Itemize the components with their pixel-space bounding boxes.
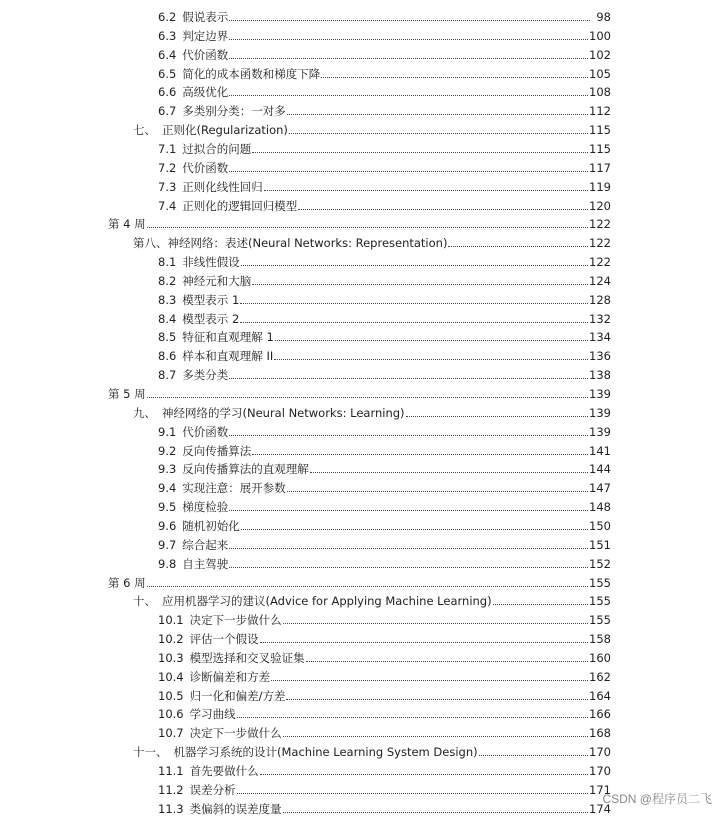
toc-entry-title: 过拟合的问题 [182, 141, 252, 156]
toc-entry-title: 判定边界 [182, 28, 229, 43]
toc-page-number: 122 [589, 217, 611, 232]
dot-leader [252, 454, 588, 455]
toc-section-entry[interactable] [158, 25, 611, 43]
toc-entry-number: 9.3 [158, 462, 177, 477]
toc-page-number: 128 [589, 292, 611, 307]
toc-page-number: 150 [589, 518, 611, 533]
toc-entry-title: 样本和直观理解 II [182, 349, 274, 364]
toc-entry-number: 9.2 [158, 443, 177, 458]
toc-section-entry[interactable] [158, 195, 611, 213]
toc-page-number: 162 [589, 669, 611, 684]
toc-section-entry[interactable] [158, 251, 611, 269]
dot-leader [240, 303, 588, 304]
dot-leader [229, 378, 588, 379]
toc-page-number: 117 [589, 160, 611, 175]
toc-page-number: 144 [589, 462, 611, 477]
toc-entry-number: 8.5 [158, 330, 177, 345]
toc-page-number: 147 [589, 481, 611, 496]
toc-entry-title: 学习曲线 [189, 707, 236, 722]
toc-page-number: 170 [589, 745, 611, 760]
toc-entry-number: 9.1 [158, 424, 177, 439]
toc-entry-title: 决定下一步做什么 [189, 613, 282, 628]
toc-page-number: 102 [589, 47, 611, 62]
toc-page-number: 155 [589, 594, 611, 609]
toc-entry-title: 评估一个假设 [189, 632, 259, 647]
toc-entry-number: 6.3 [158, 28, 177, 43]
dot-leader [229, 510, 588, 511]
dot-leader [147, 586, 588, 587]
toc-entry-title: 类偏斜的误差度量 [189, 801, 282, 816]
toc-entry-number: 8.4 [158, 311, 177, 326]
toc-entry-number: 10.6 [158, 707, 184, 722]
toc-page-number: 120 [589, 198, 611, 213]
dot-leader [406, 416, 589, 417]
toc-page-number: 148 [589, 500, 611, 515]
dot-leader [260, 642, 588, 643]
dot-leader [321, 77, 588, 78]
toc-page-number: 122 [589, 255, 611, 270]
toc-entry-title: 随机初始化 [182, 518, 240, 533]
toc-section-entry[interactable] [158, 44, 611, 62]
dot-leader [252, 284, 588, 285]
toc-page-number: 124 [589, 273, 611, 288]
toc-entry-number: 10.5 [158, 688, 184, 703]
toc-section-entry[interactable] [158, 647, 611, 665]
toc-entry-number: 6.5 [158, 66, 177, 81]
toc-page-number: 134 [589, 330, 611, 345]
toc-section-entry[interactable] [158, 308, 611, 326]
toc-chapter-entry[interactable] [133, 741, 611, 759]
csdn-watermark: CSDN @程序员二飞 [602, 792, 712, 806]
toc-entry-number: 十、 [133, 594, 156, 609]
toc-section-entry[interactable] [158, 345, 611, 363]
dot-leader [240, 322, 588, 323]
toc-entry-title: 代价函数 [182, 424, 229, 439]
toc-entry-number: 6.2 [158, 10, 177, 24]
toc-entry-number: 10.1 [158, 613, 184, 628]
toc-entry-number: 6.7 [158, 104, 177, 119]
toc-section-entry[interactable] [158, 176, 611, 194]
toc-entry-title: 模型表示 2 [182, 311, 240, 326]
toc-entry-title: 多类分类 [182, 368, 229, 383]
toc-entry-number: 七、 [133, 123, 156, 138]
toc-entry-title: 正则化(Regularization) [162, 123, 288, 138]
toc-page-number: 98 [596, 10, 611, 24]
toc-entry-title: 高级优化 [182, 85, 229, 100]
toc-entry-number: 10.3 [158, 650, 184, 665]
toc-section-entry[interactable] [158, 553, 611, 571]
dot-leader [289, 133, 588, 134]
toc-entry-title: 反向传播算法的直观理解 [182, 462, 309, 477]
toc-section-entry[interactable] [158, 270, 611, 288]
dot-leader [493, 604, 588, 605]
toc-page-number: 155 [589, 575, 611, 590]
toc-page-number: 138 [589, 368, 611, 383]
toc-page-number: 174 [589, 801, 611, 816]
dot-leader [229, 58, 588, 59]
toc-section-entry[interactable] [158, 477, 611, 495]
toc-section-entry[interactable] [158, 100, 611, 118]
toc-entry-title: 实现注意：展开参数 [182, 481, 286, 496]
toc-section-entry[interactable] [158, 289, 611, 307]
toc-entry-number: 9.8 [158, 556, 177, 571]
toc-entry-number: 10.2 [158, 632, 184, 647]
toc-page-number: 168 [589, 726, 611, 741]
toc-section-entry[interactable] [158, 63, 611, 81]
toc-page-number: 100 [589, 28, 611, 43]
toc-chapter-entry[interactable] [133, 119, 611, 137]
toc-entry-title: 神经元和大脑 [182, 273, 252, 288]
toc-entry-title: 简化的成本函数和梯度下降 [182, 66, 321, 81]
toc-week-entry[interactable] [108, 572, 611, 590]
dot-leader [252, 152, 588, 153]
toc-entry-title: 神经网络的学习(Neural Networks: Learning) [162, 405, 405, 420]
toc-page-number: 115 [589, 141, 611, 156]
toc-page-number: 141 [589, 443, 611, 458]
toc-page-number: 164 [589, 688, 611, 703]
toc-page-number: 155 [589, 613, 611, 628]
toc-entry-number: 8.2 [158, 273, 177, 288]
toc-section-entry[interactable] [158, 81, 611, 99]
toc-entry-title: 模型选择和交叉验证集 [189, 650, 305, 665]
dot-leader [229, 435, 588, 436]
toc-week-entry[interactable] [108, 383, 611, 401]
dot-leader [229, 171, 588, 172]
dot-leader [229, 548, 588, 549]
toc-entry-number: 9.6 [158, 518, 177, 533]
toc-section-entry[interactable] [158, 779, 611, 797]
toc-entry-number: 9.4 [158, 481, 177, 496]
toc-section-entry[interactable] [158, 6, 611, 24]
dot-leader [229, 567, 588, 568]
toc-page-number: 152 [589, 556, 611, 571]
dot-leader [275, 340, 588, 341]
toc-section-entry[interactable] [158, 534, 611, 552]
toc-entry-number: 6.6 [158, 85, 177, 100]
toc-section-entry[interactable] [158, 458, 611, 476]
toc-entry-number: 8.3 [158, 292, 177, 307]
toc-entry-title: 第八、神经网络：表述(Neural Networks: Representation) [133, 236, 448, 251]
toc-entry-title: 首先要做什么 [189, 764, 259, 778]
toc-section-entry[interactable] [158, 685, 611, 703]
toc-week-entry[interactable] [108, 213, 611, 231]
toc-chapter-entry[interactable] [133, 590, 611, 608]
toc-entry-number: 7.4 [158, 198, 177, 213]
toc-page-number: 136 [589, 349, 611, 364]
toc-page-number: 160 [589, 650, 611, 665]
toc-entry-title: 第 4 周 [108, 217, 146, 232]
toc-page-number: 171 [589, 782, 611, 797]
toc-entry-number: 11.1 [158, 764, 184, 778]
dot-leader [283, 623, 588, 624]
toc-entry-title: 梯度检验 [182, 500, 229, 515]
toc-page-number: 139 [589, 424, 611, 439]
dot-leader [237, 717, 588, 718]
toc-entry-title: 多类别分类：一对多 [182, 104, 286, 119]
toc-entry-title: 正则化的逻辑回归模型 [182, 198, 298, 213]
dot-leader [241, 529, 588, 530]
toc-entry-number: 9.5 [158, 500, 177, 515]
dot-leader [479, 755, 588, 756]
dot-leader [283, 812, 588, 813]
dot-leader [260, 774, 588, 775]
toc-entry-number: 8.7 [158, 368, 177, 383]
toc-entry-title: 自主驾驶 [182, 556, 229, 571]
toc-entry-title: 诊断偏差和方差 [189, 669, 271, 684]
toc-entry-number: 7.1 [158, 141, 177, 156]
toc-entry-title: 综合起来 [182, 537, 229, 552]
toc-page-number: 139 [589, 387, 611, 401]
toc-page-number: 132 [589, 311, 611, 326]
toc-entry-number: 6.4 [158, 47, 177, 62]
dot-leader [147, 227, 588, 228]
dot-leader [264, 190, 588, 191]
dot-leader [287, 114, 588, 115]
toc-entry-title: 第 5 周 [108, 387, 146, 401]
toc-entry-title: 归一化和偏差/方差 [189, 688, 286, 703]
toc-entry-title: 代价函数 [182, 47, 229, 62]
dot-leader [306, 661, 588, 662]
toc-section-entry[interactable] [158, 628, 611, 646]
dot-leader [274, 359, 588, 360]
toc-page-number: 139 [589, 405, 611, 420]
toc-entry-title: 假说表示 [182, 10, 229, 24]
toc-section-entry[interactable] [158, 666, 611, 684]
toc-entry-number: 9.7 [158, 537, 177, 552]
toc-chapter-entry[interactable] [133, 232, 611, 250]
toc-entry-title: 反向传播算法 [182, 443, 252, 458]
toc-section-entry[interactable] [158, 326, 611, 344]
toc-chapter-entry[interactable] [133, 402, 611, 420]
dot-leader [287, 491, 588, 492]
toc-entry-title: 第 6 周 [108, 575, 146, 590]
toc-entry-title: 误差分析 [189, 782, 236, 797]
toc-page-number: 151 [589, 537, 611, 552]
toc-entry-title: 机器学习系统的设计(Machine Learning System Design) [173, 745, 478, 760]
toc-page-number: 105 [589, 66, 611, 81]
toc-section-entry[interactable] [158, 364, 611, 382]
dot-leader [241, 265, 588, 266]
dot-leader [229, 20, 590, 21]
toc-entry-number: 九、 [133, 405, 156, 420]
toc-page-number: 170 [589, 764, 611, 778]
toc-section-entry[interactable] [158, 138, 611, 156]
toc-entry-number: 8.1 [158, 255, 177, 270]
dot-leader [229, 95, 588, 96]
dot-leader [298, 209, 588, 210]
dot-leader [283, 736, 588, 737]
toc-section-entry[interactable] [158, 440, 611, 458]
toc-entry-number: 十一、 [133, 745, 168, 760]
dot-leader [286, 699, 588, 700]
toc-page-number: 158 [589, 632, 611, 647]
toc-entry-number: 7.3 [158, 179, 177, 194]
toc-entry-number: 11.2 [158, 782, 184, 797]
dot-leader [147, 397, 588, 398]
toc-section-entry[interactable] [158, 515, 611, 533]
toc-section-entry[interactable] [158, 421, 611, 439]
toc-entry-number: 8.6 [158, 349, 177, 364]
toc-entry-title: 正则化线性回归 [182, 179, 263, 194]
dot-leader [448, 246, 588, 247]
toc-entry-number: 10.7 [158, 726, 184, 741]
toc-section-entry[interactable] [158, 798, 611, 816]
toc-section-entry[interactable] [158, 157, 611, 175]
dot-leader [271, 680, 588, 681]
toc-entry-title: 特征和直观理解 1 [182, 330, 274, 345]
toc-entry-title: 决定下一步做什么 [189, 726, 282, 741]
toc-section-entry[interactable] [158, 703, 611, 721]
toc-page-number: 112 [589, 104, 611, 119]
dot-leader [229, 39, 588, 40]
toc-entry-title: 模型表示 1 [182, 292, 240, 307]
dot-leader [310, 472, 588, 473]
dot-leader [237, 793, 588, 794]
toc-page-number: 166 [589, 707, 611, 722]
toc-section-entry[interactable] [158, 609, 611, 627]
toc-entry-title: 非线性假设 [182, 255, 240, 270]
toc-entry-title: 应用机器学习的建议(Advice for Applying Machine Learning) [162, 594, 492, 609]
toc-entry-number: 11.3 [158, 801, 184, 816]
toc-page-number: 119 [589, 179, 611, 194]
toc-entry-number: 10.4 [158, 669, 184, 684]
toc-page-number: 122 [589, 236, 611, 251]
toc-section-entry[interactable] [158, 722, 611, 740]
toc-section-entry[interactable] [158, 760, 611, 778]
toc-page-number: 108 [589, 85, 611, 100]
toc-entry-title: 代价函数 [182, 160, 229, 175]
toc-page-number: 115 [589, 123, 611, 138]
toc-entry-number: 7.2 [158, 160, 177, 175]
toc-section-entry[interactable] [158, 496, 611, 514]
